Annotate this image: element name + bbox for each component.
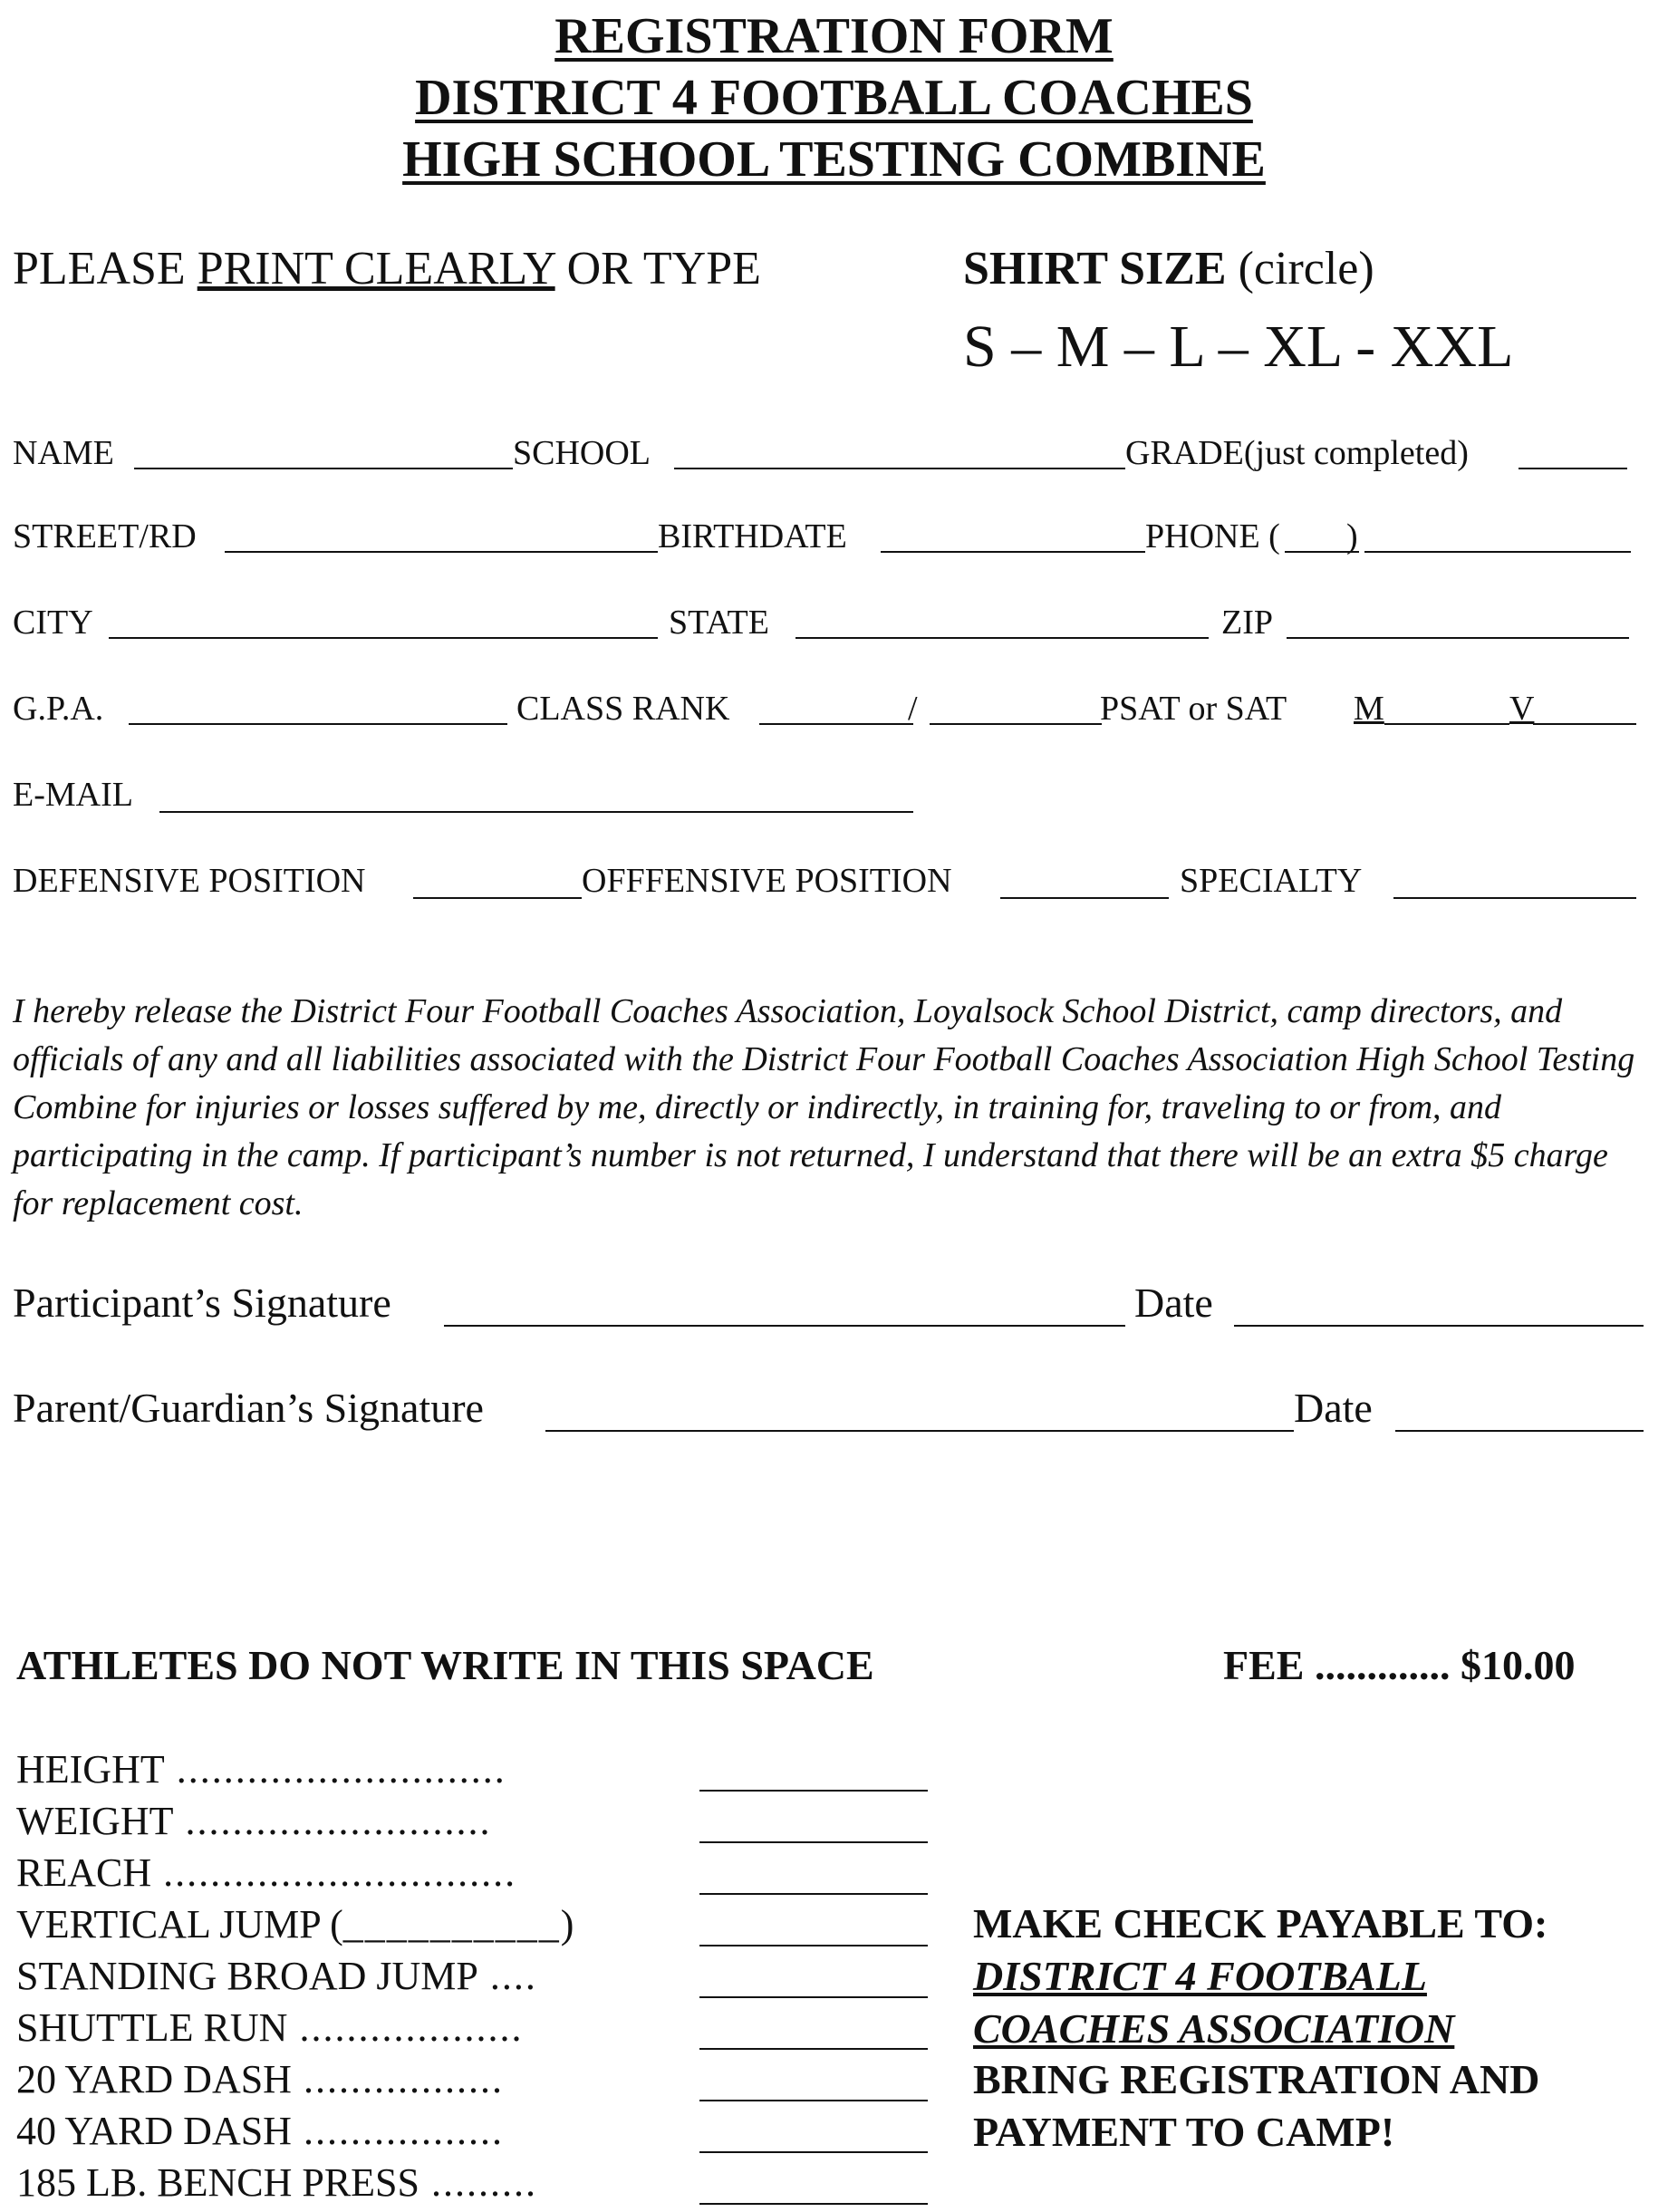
form-title-line1: REGISTRATION FORM [554,8,1114,64]
bring-registration-line1: BRING REGISTRATION AND [973,2056,1540,2102]
measurement-name: 185 LB. BENCH PRESS [16,2160,419,2205]
measurement-name: SHUTTLE RUN [16,2005,288,2050]
birthdate-field[interactable] [881,551,1145,553]
state-field[interactable] [795,637,1209,639]
bring-registration-line2: PAYMENT TO CAMP! [973,2109,1395,2155]
dot-leader: .............................. [151,1850,517,1895]
phone-number-field[interactable] [1364,551,1631,553]
measurement-entry-field[interactable] [699,1996,928,1998]
class-rank-label: CLASS RANK [516,690,730,728]
dot-leader: ......... [419,2160,537,2205]
dot-leader: ................... [287,2005,524,2050]
form-title-line2: DISTRICT 4 FOOTBALL COACHES [415,70,1253,126]
measurement-name: REACH [16,1850,152,1895]
print-clearly-text: PRINT CLEARLY [197,243,555,295]
measurement-label [16,1848,516,1898]
dot-leader: __________) [342,1902,576,1946]
measurement-entry-field[interactable] [699,2100,928,2101]
phone-label: PHONE ( [1145,517,1280,555]
measurement-name: WEIGHT [16,1799,174,1843]
city-field[interactable] [109,637,658,639]
state-label: STATE [669,604,769,642]
payment-instruction: MAKE CHECK PAYABLE TO: [973,1900,1548,1946]
gpa-field[interactable] [129,723,507,725]
measurement-label [16,1796,492,1847]
dot-leader: ................. [291,2057,504,2101]
measurement-label [16,2158,537,2208]
measurement-label [16,1744,506,1795]
measurement-entry-field[interactable] [699,2151,928,2153]
specialty-field[interactable] [1393,897,1636,899]
fee-amount: FEE ............. $10.00 [1223,1642,1576,1688]
street-label: STREET/RD [13,517,197,555]
offensive-position-label: OFFFENSIVE POSITION [582,862,952,900]
name-label: NAME [13,434,114,472]
participant-date-field[interactable] [1234,1325,1644,1327]
dot-leader: .... [477,1954,537,1998]
defensive-position-field[interactable] [413,897,582,899]
email-label: E-MAIL [13,776,133,814]
print-instruction: PLEASE PRINT CLEARLY OR TYPE [13,243,761,295]
street-field[interactable] [225,551,658,553]
measurement-name: HEIGHT [16,1747,165,1792]
city-label: CITY [13,604,93,642]
defensive-position-label: DEFENSIVE POSITION [13,862,366,900]
class-rank-position-field[interactable] [759,723,913,725]
zip-label: ZIP [1221,604,1273,642]
school-label: SCHOOL [513,434,651,472]
form-title-line3: HIGH SCHOOL TESTING COMBINE [402,131,1266,188]
participant-date-label: Date [1134,1280,1213,1326]
birthdate-label: BIRTHDATE [658,517,847,555]
sat-math-field[interactable] [1384,723,1509,725]
measurement-label [16,1951,537,2002]
measurement-name: VERTICAL JUMP ( [16,1902,343,1946]
sat-verbal-field[interactable] [1533,723,1636,725]
participant-signature-field[interactable] [444,1325,1125,1327]
dot-leader: ................. [291,2109,504,2153]
name-field[interactable] [134,468,513,469]
grade-field[interactable] [1519,468,1627,469]
phone-close-paren: ) [1346,517,1358,555]
shirt-size-label: SHIRT SIZE (circle) [963,243,1374,295]
parent-signature-field[interactable] [545,1430,1294,1432]
payee-name-line1: DISTRICT 4 FOOTBALL [973,1953,1427,1999]
participant-signature-label: Participant’s Signature [13,1280,391,1326]
shirt-size-options[interactable]: S – M – L – XL - XXL [963,314,1514,380]
measurement-entry-field[interactable] [699,1893,928,1895]
measurement-entry-field[interactable] [699,1841,928,1843]
measurement-name: STANDING BROAD JUMP [16,1954,478,1998]
psat-sat-label: PSAT or SAT [1100,690,1287,728]
grade-label: GRADE(just completed) [1125,434,1469,472]
measurement-entry-field[interactable] [699,1790,928,1792]
measurement-label [16,2054,504,2105]
payee-name-line2: COACHES ASSOCIATION [973,2005,1455,2052]
specialty-label: SPECIALTY [1180,862,1363,900]
gpa-label: G.P.A. [13,690,104,728]
sat-math-label: M [1354,690,1384,728]
liability-release-text: I hereby release the District Four Football Coaches Association, Loyalsock School District, camp directors, and officials of any and all liabilities associated with the District Four Football Coaches Association High School Testing Combine for injuries or losses suffered by me, directly or indirectly, in training for, traveling to or from, and participating in the camp. If participant’s number is not returned, I understand that there will be an extra $5 charge for replacement cost. [13,992,1635,1222]
measurement-label [16,1899,575,1950]
measurement-label [16,2106,504,2157]
sat-verbal-label: V [1509,690,1535,728]
measurement-name: 20 YARD DASH [16,2057,292,2101]
office-use-header: ATHLETES DO NOT WRITE IN THIS SPACE [16,1642,874,1688]
measurement-name: 40 YARD DASH [16,2109,292,2153]
measurement-entry-field[interactable] [699,2203,928,2205]
dot-leader: ............................ [164,1747,506,1792]
parent-date-field[interactable] [1395,1430,1644,1432]
class-rank-slash: / [908,690,918,728]
dot-leader: .......................... [173,1799,492,1843]
measurement-label [16,2003,523,2053]
parent-date-label: Date [1294,1385,1373,1431]
class-rank-total-field[interactable] [930,723,1102,725]
measurement-entry-field[interactable] [699,1945,928,1946]
offensive-position-field[interactable] [1000,897,1169,899]
email-field[interactable] [159,811,913,813]
school-field[interactable] [674,468,1125,469]
measurement-entry-field[interactable] [699,2048,928,2050]
zip-field[interactable] [1287,637,1629,639]
parent-signature-label: Parent/Guardian’s Signature [13,1385,484,1431]
